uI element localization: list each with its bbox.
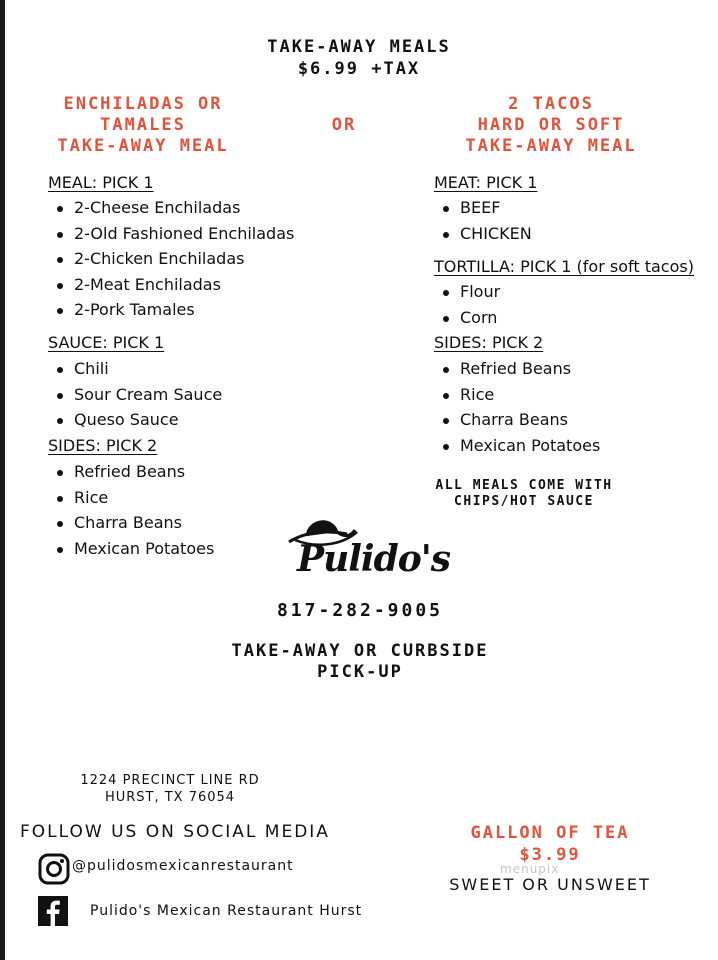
- list-item: Mexican Potatoes: [48, 536, 348, 562]
- meal-list: [48, 195, 348, 323]
- follow-us-heading: FOLLOW US ON SOCIAL MEDIA: [20, 822, 330, 842]
- pickup-line: PICK-UP: [317, 662, 403, 682]
- meals-include-note: [408, 478, 640, 510]
- list-item: 2-Meat Enchiladas: [48, 272, 348, 298]
- meat-list: [434, 195, 694, 246]
- heading-line: TAMALES: [100, 115, 186, 135]
- meat-pick-heading: MEAT: PICK 1: [434, 173, 538, 192]
- menu-title: TAKE-AWAY MEALS: [267, 37, 451, 57]
- list-item: Chili: [48, 356, 348, 382]
- tacos-heading: [420, 94, 682, 157]
- heading-line: 2 TACOS: [508, 94, 594, 114]
- restaurant-address: [55, 772, 285, 806]
- list-item: 2-Cheese Enchiladas: [48, 195, 348, 221]
- right-sides-pick-heading: SIDES: PICK 2: [434, 333, 544, 352]
- facebook-page-name[interactable]: Pulido's Mexican Restaurant Hurst: [90, 903, 363, 919]
- tea-price: $3.99: [519, 845, 581, 865]
- right-sides-list: [434, 356, 694, 458]
- list-item: Corn: [434, 305, 694, 331]
- heading-line: HARD OR SOFT: [477, 115, 625, 135]
- list-item: Refried Beans: [48, 459, 348, 485]
- sauce-list: [48, 356, 348, 433]
- left-edge-bar: [0, 0, 5, 960]
- list-item: Charra Beans: [434, 407, 694, 433]
- heading-line: TAKE-AWAY MEAL: [57, 136, 229, 156]
- heading-line: TAKE-AWAY MEAL: [465, 136, 637, 156]
- instagram-handle[interactable]: @pulidosmexicanrestaurant: [72, 858, 294, 874]
- list-item: CHICKEN: [434, 221, 694, 247]
- tea-title: GALLON OF TEA: [470, 823, 630, 843]
- sauce-pick-heading: SAUCE: PICK 1: [48, 333, 165, 352]
- heading-line: ENCHILADAS OR: [63, 94, 223, 114]
- list-item: Rice: [48, 485, 348, 511]
- or-label: OR: [331, 115, 357, 135]
- phone-number: 817-282-9005: [276, 600, 444, 621]
- logo-text: Pulido's: [297, 538, 451, 580]
- enchiladas-heading: [12, 94, 274, 157]
- instagram-icon: [38, 853, 70, 885]
- sides-pick-heading: SIDES: PICK 2: [48, 436, 158, 455]
- list-item: Rice: [434, 382, 694, 408]
- list-item: BEEF: [434, 195, 694, 221]
- address-line: HURST, TX 76054: [104, 790, 236, 805]
- note-line: ALL MEALS COME WITH: [435, 478, 613, 493]
- list-item: Charra Beans: [48, 510, 348, 536]
- menu-header: [0, 36, 718, 80]
- note-line: CHIPS/HOT SAUCE: [454, 494, 594, 509]
- list-item: 2-Chicken Enchiladas: [48, 246, 348, 272]
- watermark: menupix: [500, 862, 560, 876]
- list-item: 2-Pork Tamales: [48, 297, 348, 323]
- pulidos-logo: [285, 514, 451, 592]
- list-item: Sour Cream Sauce: [48, 382, 348, 408]
- list-item: Flour: [434, 279, 694, 305]
- tortilla-pick-heading: TORTILLA: PICK 1 (for soft tacos): [434, 257, 694, 276]
- tea-options: SWEET OR UNSWEET: [449, 875, 651, 894]
- list-item: Queso Sauce: [48, 407, 348, 433]
- list-item: Refried Beans: [434, 356, 694, 382]
- address-line: 1224 PRECINCT LINE RD: [80, 773, 260, 788]
- list-item: 2-Old Fashioned Enchiladas: [48, 221, 348, 247]
- menu-price: $6.99 +TAX: [297, 59, 421, 79]
- tortilla-list: [434, 279, 694, 330]
- list-item: Mexican Potatoes: [434, 433, 694, 459]
- facebook-icon: [38, 896, 68, 926]
- pickup-line: TAKE-AWAY OR CURBSIDE: [231, 641, 489, 661]
- meal-pick-heading: MEAL: PICK 1: [48, 173, 154, 192]
- pickup-info: [150, 641, 570, 683]
